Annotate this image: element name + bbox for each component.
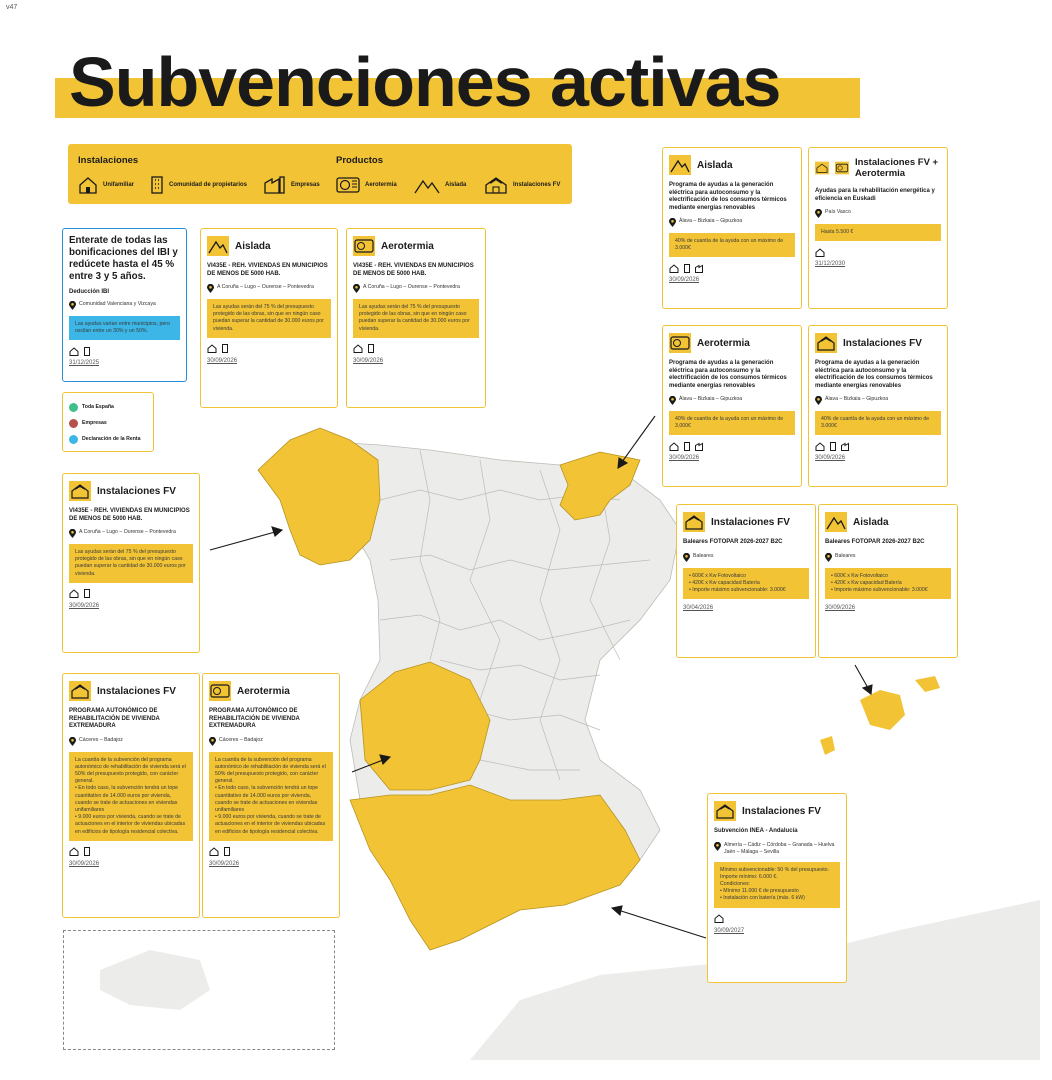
- card-date: 30/09/2026: [69, 602, 100, 609]
- house-icon: [714, 914, 724, 923]
- card-subtitle: Baleares FOTOPAR 2026-2027 B2C: [683, 539, 783, 545]
- card-title: Aerotermia: [381, 240, 434, 252]
- house-icon: [207, 344, 217, 353]
- card-date: 30/09/2026: [69, 860, 100, 867]
- card-subtitle: Programa de ayudas a la generación eléctrica para autoconsumo y la electrificación de los consumos térmicos mediante energías renovables: [669, 182, 787, 211]
- card-box: • 600€ x Kw Fotovoltaico • 420€ x Kw capacidad Batería • Importe máximo subvencionable: 3.000€: [825, 568, 951, 600]
- factory-icon: [695, 442, 706, 451]
- mountain-icon: [207, 236, 229, 256]
- mountain-icon: [669, 155, 691, 175]
- card-pv-aerotermia[interactable]: [662, 325, 802, 487]
- legend-comunidad: Comunidad de propietarios: [150, 176, 247, 194]
- aerotermia-icon: [336, 176, 360, 194]
- location-pin-icon: [683, 553, 690, 562]
- location-pin-icon: [815, 396, 822, 405]
- location-pin-icon: [69, 529, 76, 538]
- region-baleares-ibiza: [820, 736, 835, 755]
- location-pin-icon: [714, 842, 721, 851]
- card-box: Las ayudas serán del 75 % del presupuesto protegido de las obras, sin que en ningún caso puedan superar la cantidad de 30.000 euros por vivienda.: [353, 299, 479, 338]
- card-date: 30/04/2026: [683, 605, 714, 612]
- card-galicia-fv[interactable]: [62, 473, 200, 653]
- card-box: Hasta 5.500 €: [815, 224, 941, 241]
- factory-icon: [695, 264, 706, 273]
- region-baleares-mallorca: [860, 690, 905, 730]
- card-date: 30/09/2026: [669, 455, 700, 462]
- factory-icon: [841, 442, 852, 451]
- legend-aerotermia: Aerotermia: [336, 176, 397, 194]
- location-pin-icon: [669, 218, 676, 227]
- card-title: Instalaciones FV: [843, 337, 922, 349]
- card-location: Cáceres – Badajoz: [69, 737, 193, 746]
- house-icon: [78, 176, 98, 194]
- card-box: La cuantía de la subvención del programa autonómico de rehabilitación de vivienda será el 50% del presupuesto protegido, con carácter general. • En todo caso, la subvención tendrá un tope cuantitativo de 14.000 euros por vivienda, cuando se trate de actuaciones en viviendas unifamiliares • 9.000 euros por vivienda, cuando se trate de actuaciones en el interior de viviendas ubicadas en edificios de tipología residencial colectiva.: [69, 752, 193, 841]
- card-date: 30/09/2026: [207, 357, 238, 364]
- card-title: Aislada: [697, 159, 733, 171]
- location-pin-icon: [815, 209, 822, 218]
- card-location: Cáceres – Badajoz: [209, 737, 333, 746]
- house-icon: [209, 847, 219, 856]
- status-dot: [69, 435, 78, 444]
- card-subtitle: PROGRAMA AUTONÓMICO DE REHABILITACIÓN DE VIVIENDA EXTREMADURA: [69, 708, 160, 729]
- building-icon: [83, 847, 91, 856]
- card-title: Aerotermia: [237, 685, 290, 697]
- card-box: 40% de cuantía de la ayuda con un máximo de 3.000€: [669, 411, 795, 435]
- card-title: Aislada: [853, 516, 889, 528]
- solar-house-icon: [815, 333, 837, 353]
- building-icon: [150, 176, 164, 194]
- card-location: A Coruña – Lugo – Ourense – Pontevedra: [69, 529, 193, 538]
- card-location: Baleares: [825, 553, 951, 562]
- location-pin-icon: [209, 737, 216, 746]
- card-date: 30/09/2027: [714, 927, 745, 934]
- house-icon: [815, 442, 825, 451]
- card-extremadura-fv[interactable]: [62, 673, 200, 918]
- location-pin-icon: [69, 301, 76, 310]
- building-icon: [83, 589, 91, 598]
- card-subtitle: Programa de ayudas a la generación eléctrica para autoconsumo y la electrificación de los consumos térmicos mediante energías renovables: [815, 360, 933, 389]
- status-empresas: Empresas: [69, 415, 147, 431]
- page-header: [55, 44, 860, 122]
- card-ibi-title: Enterate de todas las bonificaciones del IBI y redúcete hasta el 45 % entre 3 y 5 años.: [69, 235, 178, 282]
- card-baleares-aislada[interactable]: [818, 504, 958, 658]
- card-ibi-icons: [69, 346, 180, 356]
- card-andalucia-fv[interactable]: [707, 793, 847, 983]
- card-location: A Coruña – Lugo – Ourense – Pontevedra: [207, 284, 331, 293]
- building-icon: [221, 344, 229, 353]
- card-galicia-aislada[interactable]: [200, 228, 338, 408]
- house-icon: [669, 442, 679, 451]
- aerotermia-icon: [835, 158, 849, 178]
- card-ibi[interactable]: [62, 228, 187, 382]
- status-legend: [62, 392, 154, 452]
- card-box: Mínimo subvencionable: 50 % del presupuesto. Importe mínimo: 6.000 €. Condiciones: • Mínimo 11.000 € de presupuesto • Instalación con batería (máx. 6 kW): [714, 862, 840, 908]
- status-renta: Declaración de la Renta: [69, 431, 147, 447]
- card-location: País Vasco: [815, 209, 941, 218]
- card-title: Aislada: [235, 240, 271, 252]
- location-pin-icon: [353, 284, 360, 293]
- card-baleares-fv[interactable]: [676, 504, 816, 658]
- aerotermia-icon: [353, 236, 375, 256]
- card-date: 30/09/2026: [669, 277, 700, 284]
- card-extremadura-aerotermia[interactable]: [202, 673, 340, 918]
- card-ibi-location: Comunidad Valenciana y Vizcaya: [69, 301, 180, 310]
- card-subtitle: Subvención INEA - Andalucía: [714, 828, 798, 834]
- aerotermia-icon: [669, 333, 691, 353]
- legend-empresas: Empresas: [264, 176, 320, 194]
- card-title: Instalaciones FV: [742, 805, 821, 817]
- house-icon: [69, 347, 79, 356]
- card-subtitle: VI435E - REH. VIVIENDAS EN MUNICIPIOS DE MENOS DE 5000 HAB.: [353, 263, 474, 277]
- house-icon: [815, 248, 825, 257]
- card-subtitle: Baleares FOTOPAR 2026-2027 B2C: [825, 539, 925, 545]
- card-title: Instalaciones FV: [711, 516, 790, 528]
- building-icon: [683, 442, 691, 451]
- card-ibi-subtitle: Deducción IBI: [69, 289, 110, 295]
- solar-house-icon: [683, 512, 705, 532]
- solar-house-icon: [69, 681, 91, 701]
- status-toda-espana: Toda España: [69, 399, 147, 415]
- solar-house-icon: [484, 176, 508, 194]
- location-pin-icon: [669, 396, 676, 405]
- card-box: La cuantía de la subvención del programa autonómico de rehabilitación de vivienda será el 50% del presupuesto protegido, con carácter general. • En todo caso, la subvención tendrá un tope cuantitativo de 14.000 euros por vivienda, cuando se trate de actuaciones en viviendas unifamiliares • 9.000 euros por vivienda, cuando se trate de actuaciones en el interior de viviendas ubicadas en edificios de tipología residencial colectiva.: [209, 752, 333, 841]
- building-icon: [223, 847, 231, 856]
- card-title: Instalaciones FV: [97, 485, 176, 497]
- legend-instalaciones-title: Instalaciones: [78, 155, 139, 166]
- card-location: Baleares: [683, 553, 809, 562]
- house-icon: [69, 847, 79, 856]
- region-galicia: [258, 428, 380, 565]
- card-pv-fv[interactable]: [808, 325, 948, 487]
- status-dot: [69, 403, 78, 412]
- legend-aislada: Aislada: [414, 176, 466, 194]
- card-location: Almería – Cádiz – Córdoba – Granada – Huelva Jaén – Málaga – Sevilla: [714, 842, 840, 856]
- solar-house-icon: [69, 481, 91, 501]
- card-box: Las ayudas serán del 75 % del presupuesto protegido de las obras, sin que en ningún caso puedan superar la cantidad de 30.000 euros por vivienda.: [207, 299, 331, 338]
- building-icon: [83, 347, 91, 356]
- region-andalucia: [350, 785, 640, 950]
- legend-instalaciones-fv: Instalaciones FV: [484, 176, 560, 194]
- solar-house-icon: [714, 801, 736, 821]
- house-icon: [353, 344, 363, 353]
- card-date: 31/12/2030: [815, 261, 846, 268]
- factory-icon: [264, 176, 286, 194]
- page-title: Subvenciones activas: [69, 43, 781, 121]
- card-box: Las ayudas serán del 75 % del presupuesto protegido de las obras, sin que en ningún caso puedan superar la cantidad de 30.000 euros por vivienda.: [69, 544, 193, 583]
- mountain-icon: [414, 176, 440, 194]
- aerotermia-icon: [209, 681, 231, 701]
- building-icon: [829, 442, 837, 451]
- card-title: Instalaciones FV + Aerotermia: [854, 157, 939, 179]
- card-location: Álava – Bizkaia – Gipuzkoa: [669, 218, 795, 227]
- card-box: • 600€ x Kw Fotovoltaico • 420€ x Kw capacidad Batería • Importe máximo subvencionable: 3.000€: [683, 568, 809, 600]
- card-date: 30/09/2026: [825, 605, 856, 612]
- card-location: A Coruña – Lugo – Ourense – Pontevedra: [353, 284, 479, 293]
- card-location: Álava – Bizkaia – Gipuzkoa: [815, 396, 941, 405]
- card-galicia-aerotermia[interactable]: [346, 228, 486, 408]
- card-ibi-box: Las ayudas varían entre municipios, pero oscilan entre un 30% y un 50%.: [69, 316, 180, 340]
- version-label: v47: [6, 4, 18, 11]
- house-icon: [69, 589, 79, 598]
- card-pv-aislada[interactable]: [662, 147, 802, 309]
- card-subtitle: VI435E - REH. VIVIENDAS EN MUNICIPIOS DE MENOS DE 5000 HAB.: [207, 263, 328, 277]
- card-date: 30/09/2026: [209, 860, 240, 867]
- card-ibi-date: 31/12/2025: [69, 360, 100, 367]
- card-pv-fv-aerotermia[interactable]: [808, 147, 948, 309]
- legend-unifamiliar: Unifamiliar: [78, 176, 134, 194]
- card-box: 40% de cuantía de la ayuda con un máximo de 3.000€: [815, 411, 941, 435]
- card-box: 40% de cuantía de la ayuda con un máximo de 3.000€: [669, 233, 795, 257]
- location-pin-icon: [825, 553, 832, 562]
- legend-productos-title: Productos: [336, 155, 383, 166]
- solar-house-icon: [815, 158, 829, 178]
- card-subtitle: VI435E - REH. VIVIENDAS EN MUNICIPIOS DE MENOS DE 5000 HAB.: [69, 508, 190, 522]
- mountain-icon: [825, 512, 847, 532]
- location-pin-icon: [207, 284, 214, 293]
- status-dot: [69, 419, 78, 428]
- card-subtitle: Programa de ayudas a la generación eléctrica para autoconsumo y la electrificación de los consumos térmicos mediante energías renovables: [669, 360, 787, 389]
- card-subtitle: PROGRAMA AUTONÓMICO DE REHABILITACIÓN DE VIVIENDA EXTREMADURA: [209, 708, 300, 729]
- card-date: 30/09/2026: [815, 455, 846, 462]
- building-icon: [367, 344, 375, 353]
- card-date: 30/09/2026: [353, 357, 384, 364]
- card-location: Álava – Bizkaia – Gipuzkoa: [669, 396, 795, 405]
- card-title: Instalaciones FV: [97, 685, 176, 697]
- empty-placeholder-box: [63, 930, 335, 1050]
- house-icon: [669, 264, 679, 273]
- building-icon: [683, 264, 691, 273]
- card-title: Aerotermia: [697, 337, 750, 349]
- location-pin-icon: [69, 737, 76, 746]
- region-baleares-menorca: [915, 676, 940, 692]
- card-subtitle: Ayudas para la rehabilitación energética y eficiencia en Euskadi: [815, 188, 935, 202]
- legend-panel: [68, 144, 572, 204]
